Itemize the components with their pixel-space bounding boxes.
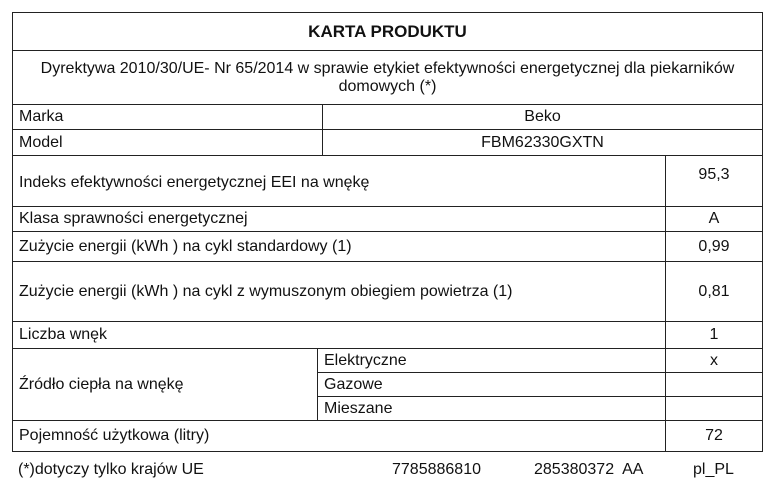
heat-option-gas-label: Gazowe — [324, 375, 383, 393]
heat-source-row — [13, 349, 762, 421]
heat-option-electric-label: Elektryczne — [324, 351, 407, 369]
heat-source-values — [666, 349, 762, 420]
heat-value-gas-cell — [666, 373, 762, 397]
heat-value-mixed-cell — [666, 397, 762, 421]
cavities-value: 1 — [709, 326, 719, 343]
directive-row — [13, 51, 762, 105]
footer-code-2: 285380372 AA — [534, 461, 644, 478]
heat-option-electric — [318, 349, 665, 373]
cavities-label: Liczba wnęk — [13, 322, 666, 348]
heat-option-gas — [318, 373, 665, 397]
heat-source-label: Źródło ciepła na wnękę — [13, 349, 318, 420]
model-row — [13, 130, 762, 156]
energy-class-label: Klasa sprawności energetycznej — [13, 207, 666, 231]
heat-value-gas — [666, 373, 762, 396]
heat-value-mixed — [666, 397, 762, 421]
cavities-row — [13, 322, 762, 349]
eei-value: 95,3 — [698, 166, 730, 183]
footer-code-1: 7785886810 — [392, 461, 481, 478]
model-value: FBM62330GXTN — [481, 133, 604, 151]
brand-value: Beko — [524, 108, 561, 125]
brand-label: Marka — [13, 105, 323, 129]
heat-value-electric-cell — [666, 349, 762, 373]
directive-text: Dyrektywa 2010/30/UE- Nr 65/2014 w sprawie etykiet efektywności energetycznej dla piekarników domowych (*) — [40, 59, 735, 95]
consumption-standard-label: Zużycie energii (kWh ) na cykl standardowy (1) — [13, 232, 666, 261]
heat-value-electric: x — [710, 351, 718, 369]
energy-class-value: A — [708, 210, 720, 227]
heat-option-mixed-label: Mieszane — [324, 400, 393, 417]
consumption-standard-value: 0,99 — [698, 237, 730, 255]
brand-row — [13, 105, 762, 130]
footer-note: (*)dotyczy tylko krajów UE — [18, 461, 204, 478]
product-card — [12, 12, 763, 452]
footer-lang: pl_PL — [693, 461, 734, 478]
heat-option-mixed — [318, 397, 665, 421]
capacity-row — [13, 421, 762, 451]
capacity-label: Pojemność użytkowa (litry) — [13, 421, 666, 451]
eei-row — [13, 156, 762, 207]
model-label: Model — [13, 130, 323, 155]
eei-label: Indeks efektywności energetycznej EEI na wnękę — [13, 156, 666, 206]
title-row — [13, 13, 762, 51]
card-title: KARTA PRODUKTU — [308, 21, 467, 41]
capacity-value: 72 — [705, 427, 723, 444]
heat-source-options — [318, 349, 666, 420]
consumption-forced-air-row — [13, 262, 762, 322]
consumption-forced-air-label: Zużycie energii (kWh ) na cykl z wymuszonym obiegiem powietrza (1) — [13, 262, 666, 321]
consumption-standard-row — [13, 232, 762, 262]
energy-class-row — [13, 207, 762, 232]
consumption-forced-air-value: 0,81 — [698, 282, 730, 300]
